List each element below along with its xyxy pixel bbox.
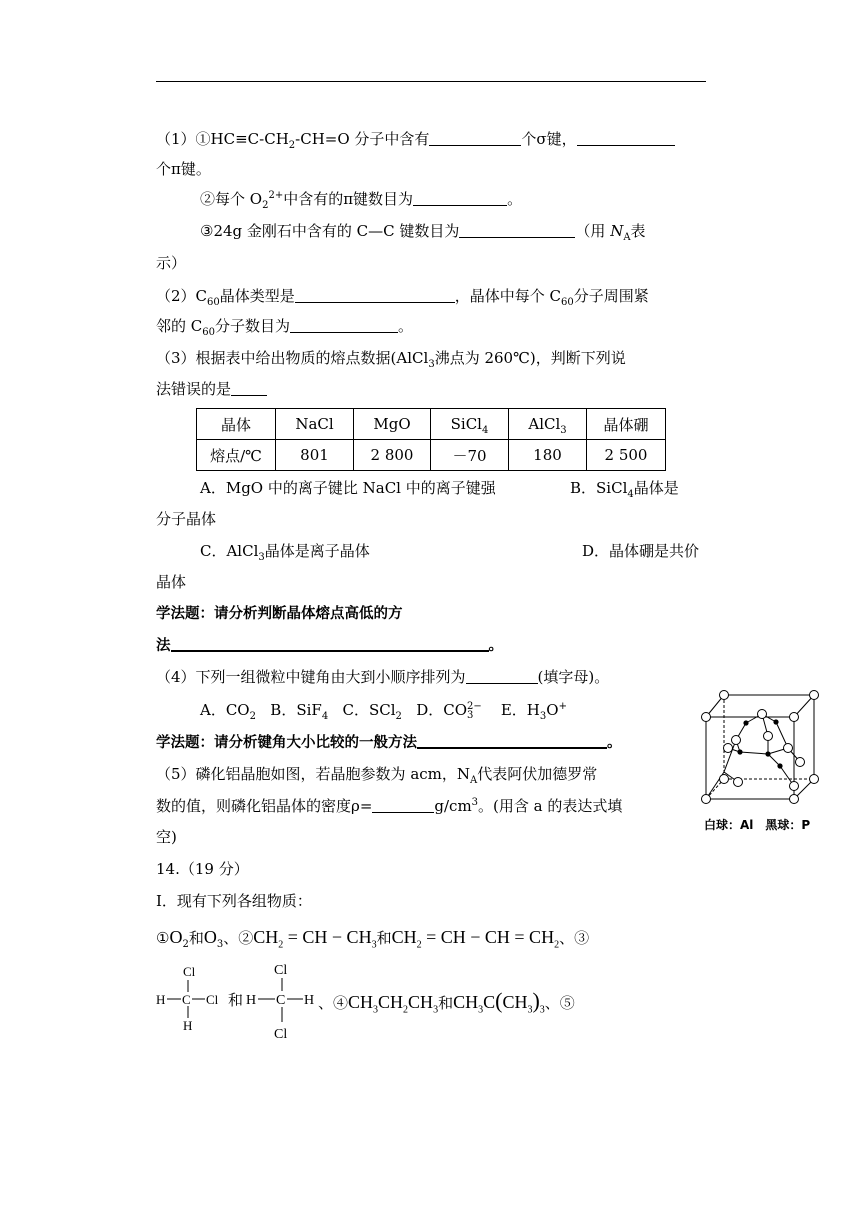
q1-l3-text-b: 中含有的π键数目为 [283,190,414,208]
svg-text:C: C [276,993,286,1008]
q5-text-b: 代表阿伏加德罗常 [477,765,598,783]
sub: 60 [207,297,220,308]
q3-option-a: A．MgO 中的离子键比 NaCl 中的离子键强 [200,479,496,497]
and-text: 和 [438,994,454,1012]
q2-text-a: （2）C [156,287,208,305]
q3-option-d-cont: 晶体 [156,573,187,591]
sub: 2 [182,939,189,950]
formula-o3: O [203,927,217,947]
and-text: 和 [188,929,204,947]
svg-text:Cl: Cl [274,963,288,978]
q14-heading: 14.（19 分） [156,860,249,878]
opt-text: 晶体是离子晶体 [264,542,370,560]
table-cell: －70 [431,440,509,471]
diagram-caption: 白球：Al 黑球：P [704,818,811,832]
q3-text-a: （3）根据表中给出物质的熔点数据(AlCl [156,349,429,367]
opt-text: 晶体是 [633,479,679,497]
q4-line1 [156,666,609,688]
q5-line2 [156,795,622,817]
q1-line3 [200,188,522,210]
sup-charge: + [558,701,567,712]
sub: 3 [539,711,547,722]
formula-butadiene: $CH_2$ = CH − CH = $CH_2$ [391,927,560,951]
answer-blank-pi[interactable] [577,129,675,146]
q5-line3: 空) [156,828,177,846]
sub: A [470,775,478,786]
table-row [197,440,666,471]
q14-groups-line1 [156,924,589,951]
na-symbol: N [610,222,624,240]
q4-text-a: （4）下列一组微粒中键角由大到小顺序排列为 [156,668,466,686]
answer-blank-xuefa2[interactable] [417,731,607,749]
dichloromethane-structure-2 [244,958,320,1044]
svg-text:H: H [183,1018,193,1033]
answer-blank-c60-type[interactable] [295,286,455,303]
circled-1: ① [156,929,170,947]
aluminum-phosphide-unit-cell-diagram [692,686,832,814]
sub: 2 [262,200,269,211]
xf-text: 法 [156,638,171,654]
formula-propene: $CH_2$ = CH − $CH_3$ [253,927,377,951]
formula-neopentane: $CH_3C(CH_3)_3$ [453,988,545,1016]
answer-blank-c60-count[interactable] [290,316,398,333]
q1-text-a: （1）①HC≡C-CH [156,130,289,148]
co3-charge: 2− 3 [467,701,482,721]
sep-3: 、③ [559,929,590,947]
q5-l2-unit: g/cm [434,797,472,815]
and-text-3: 和 [228,991,244,1009]
q1-l4-end: 表 [630,222,646,240]
sub: 3 [428,359,435,370]
sep-4: 、④ [318,994,349,1012]
sup-charge: 2+ [268,190,284,201]
q1-l3-text: ②每个 O [200,190,263,208]
sub: 3 [216,939,224,950]
q4-text-b: (填字母)。 [537,668,610,686]
svg-text:C: C [182,992,191,1007]
sub: 3 [258,552,265,563]
sub: 2 [249,711,256,722]
q3-option-b-cont: 分子晶体 [156,510,217,528]
q14-part1: Ⅰ．现有下列各组物质： [156,892,312,910]
q1-l4-text: ③24g 金刚石中含有的 C—C 键数目为 [200,222,460,240]
opt-a: A．CO [200,701,250,719]
xuefa-q3-line2 [156,634,503,657]
q14-groups-line2 [318,988,575,1016]
q3-l2-text: 法错误的是 [156,380,232,398]
svg-text:Cl: Cl [206,992,219,1007]
q1-line2: 个π键。 [156,160,211,178]
svg-text:Cl: Cl [183,964,196,979]
answer-blank-q4[interactable] [466,667,538,684]
sep-5: 、⑤ [544,994,575,1012]
sub: 60 [202,327,215,338]
dichloromethane-structure-1 [154,962,228,1034]
q3-line1 [156,347,626,369]
answer-blank-density[interactable] [372,796,434,813]
opt-c: C．SCl [342,701,396,719]
xuefa-q4 [156,731,622,754]
q2-text-b: 晶体类型是 [219,287,295,305]
table-cell: 晶体硼 [587,409,666,440]
q1-line1 [156,128,675,150]
answer-blank-q3[interactable] [231,379,267,396]
table-cell: 180 [509,440,587,471]
table-cell: 晶体 [197,409,276,440]
table-cell: 2 800 [354,440,431,471]
table-cell: 熔点/℃ [197,440,276,471]
table-cell: 801 [276,440,354,471]
table-cell: AlCl$_3$ [509,409,587,440]
table-cell: SiCl$_4$ [431,409,509,440]
q1-text-b: -CH=O 分子中含有 [295,130,430,148]
q3-line2 [156,378,267,400]
svg-text:Cl: Cl [274,1027,288,1042]
opt-text: B．SiCl [570,479,628,497]
q1-l4-text-b: （用 [575,222,611,240]
table-cell: 2 500 [587,440,666,471]
q3-option-c [200,540,370,562]
answer-blank-o2[interactable] [413,189,507,206]
svg-text:H: H [156,992,166,1007]
q3-option-b [570,477,679,499]
answer-blank-sigma[interactable] [429,129,521,146]
sub: 4 [321,711,329,722]
sep-2: 、② [223,929,254,947]
q2-text-c: ，晶体中每个 C [454,287,562,305]
q2-l2-text: 邻的 C [156,317,203,335]
opt-e: E．H [500,701,540,719]
q5-l2-text: 数的值，则磷化铝晶体的密度ρ= [156,797,373,815]
opt-d: D．CO [416,701,468,719]
xf-end: 。 [488,638,503,654]
xuefa-q3-line1: 学法题：请分析判断晶体熔点高低的方 [156,606,403,622]
xf-text: 学法题：请分析键角大小比较的一般方法 [156,735,417,751]
and-text: 和 [376,929,392,947]
svg-text:H: H [246,993,257,1008]
q2-line2 [156,315,413,337]
sub: 2 [395,711,402,722]
answer-blank-diamond[interactable] [459,221,575,238]
xf-end: 。 [607,735,622,751]
formula-o2: O [169,927,183,947]
q2-l2-end: 。 [398,317,414,335]
table-cell: NaCl [276,409,354,440]
opt-text: C．AlCl [200,542,259,560]
q1-l3-end: 。 [507,190,523,208]
q2-l2-text-b: 分子数目为 [214,317,290,335]
svg-text:H: H [304,993,315,1008]
q5-line1 [156,763,597,785]
sub: 2 [288,140,296,151]
opt-b: B．SiF [270,701,322,719]
q1-line4 [200,220,646,242]
q1-line5: 示） [156,254,187,272]
header-rule [156,81,706,82]
q5-l2-text-c: 。(用含 a 的表达式填 [478,797,623,815]
table-cell: MgO [354,409,431,440]
answer-blank-xuefa1[interactable] [171,634,489,652]
q3-text-b: 沸点为 260℃)，判断下列说 [434,349,626,367]
melting-point-table [196,408,666,471]
sup: 3 [471,797,479,808]
sub: 4 [627,489,634,500]
sub: 60 [561,297,574,308]
q2-text-d: 分子周围紧 [573,287,649,305]
q4-options [200,699,567,721]
table-header-row [197,409,666,440]
q2-line1 [156,285,649,307]
q3-option-d: D．晶体硼是共价 [582,542,700,560]
q1-text-c: 个σ键， [521,130,577,148]
formula-propane: $CH_3CH_2CH_3$ [348,992,439,1016]
q5-text-a: （5）磷化铝晶胞如图，若晶胞参数为 acm，N [156,765,471,783]
sub: A [623,232,631,243]
opt-e2: O [546,701,559,719]
